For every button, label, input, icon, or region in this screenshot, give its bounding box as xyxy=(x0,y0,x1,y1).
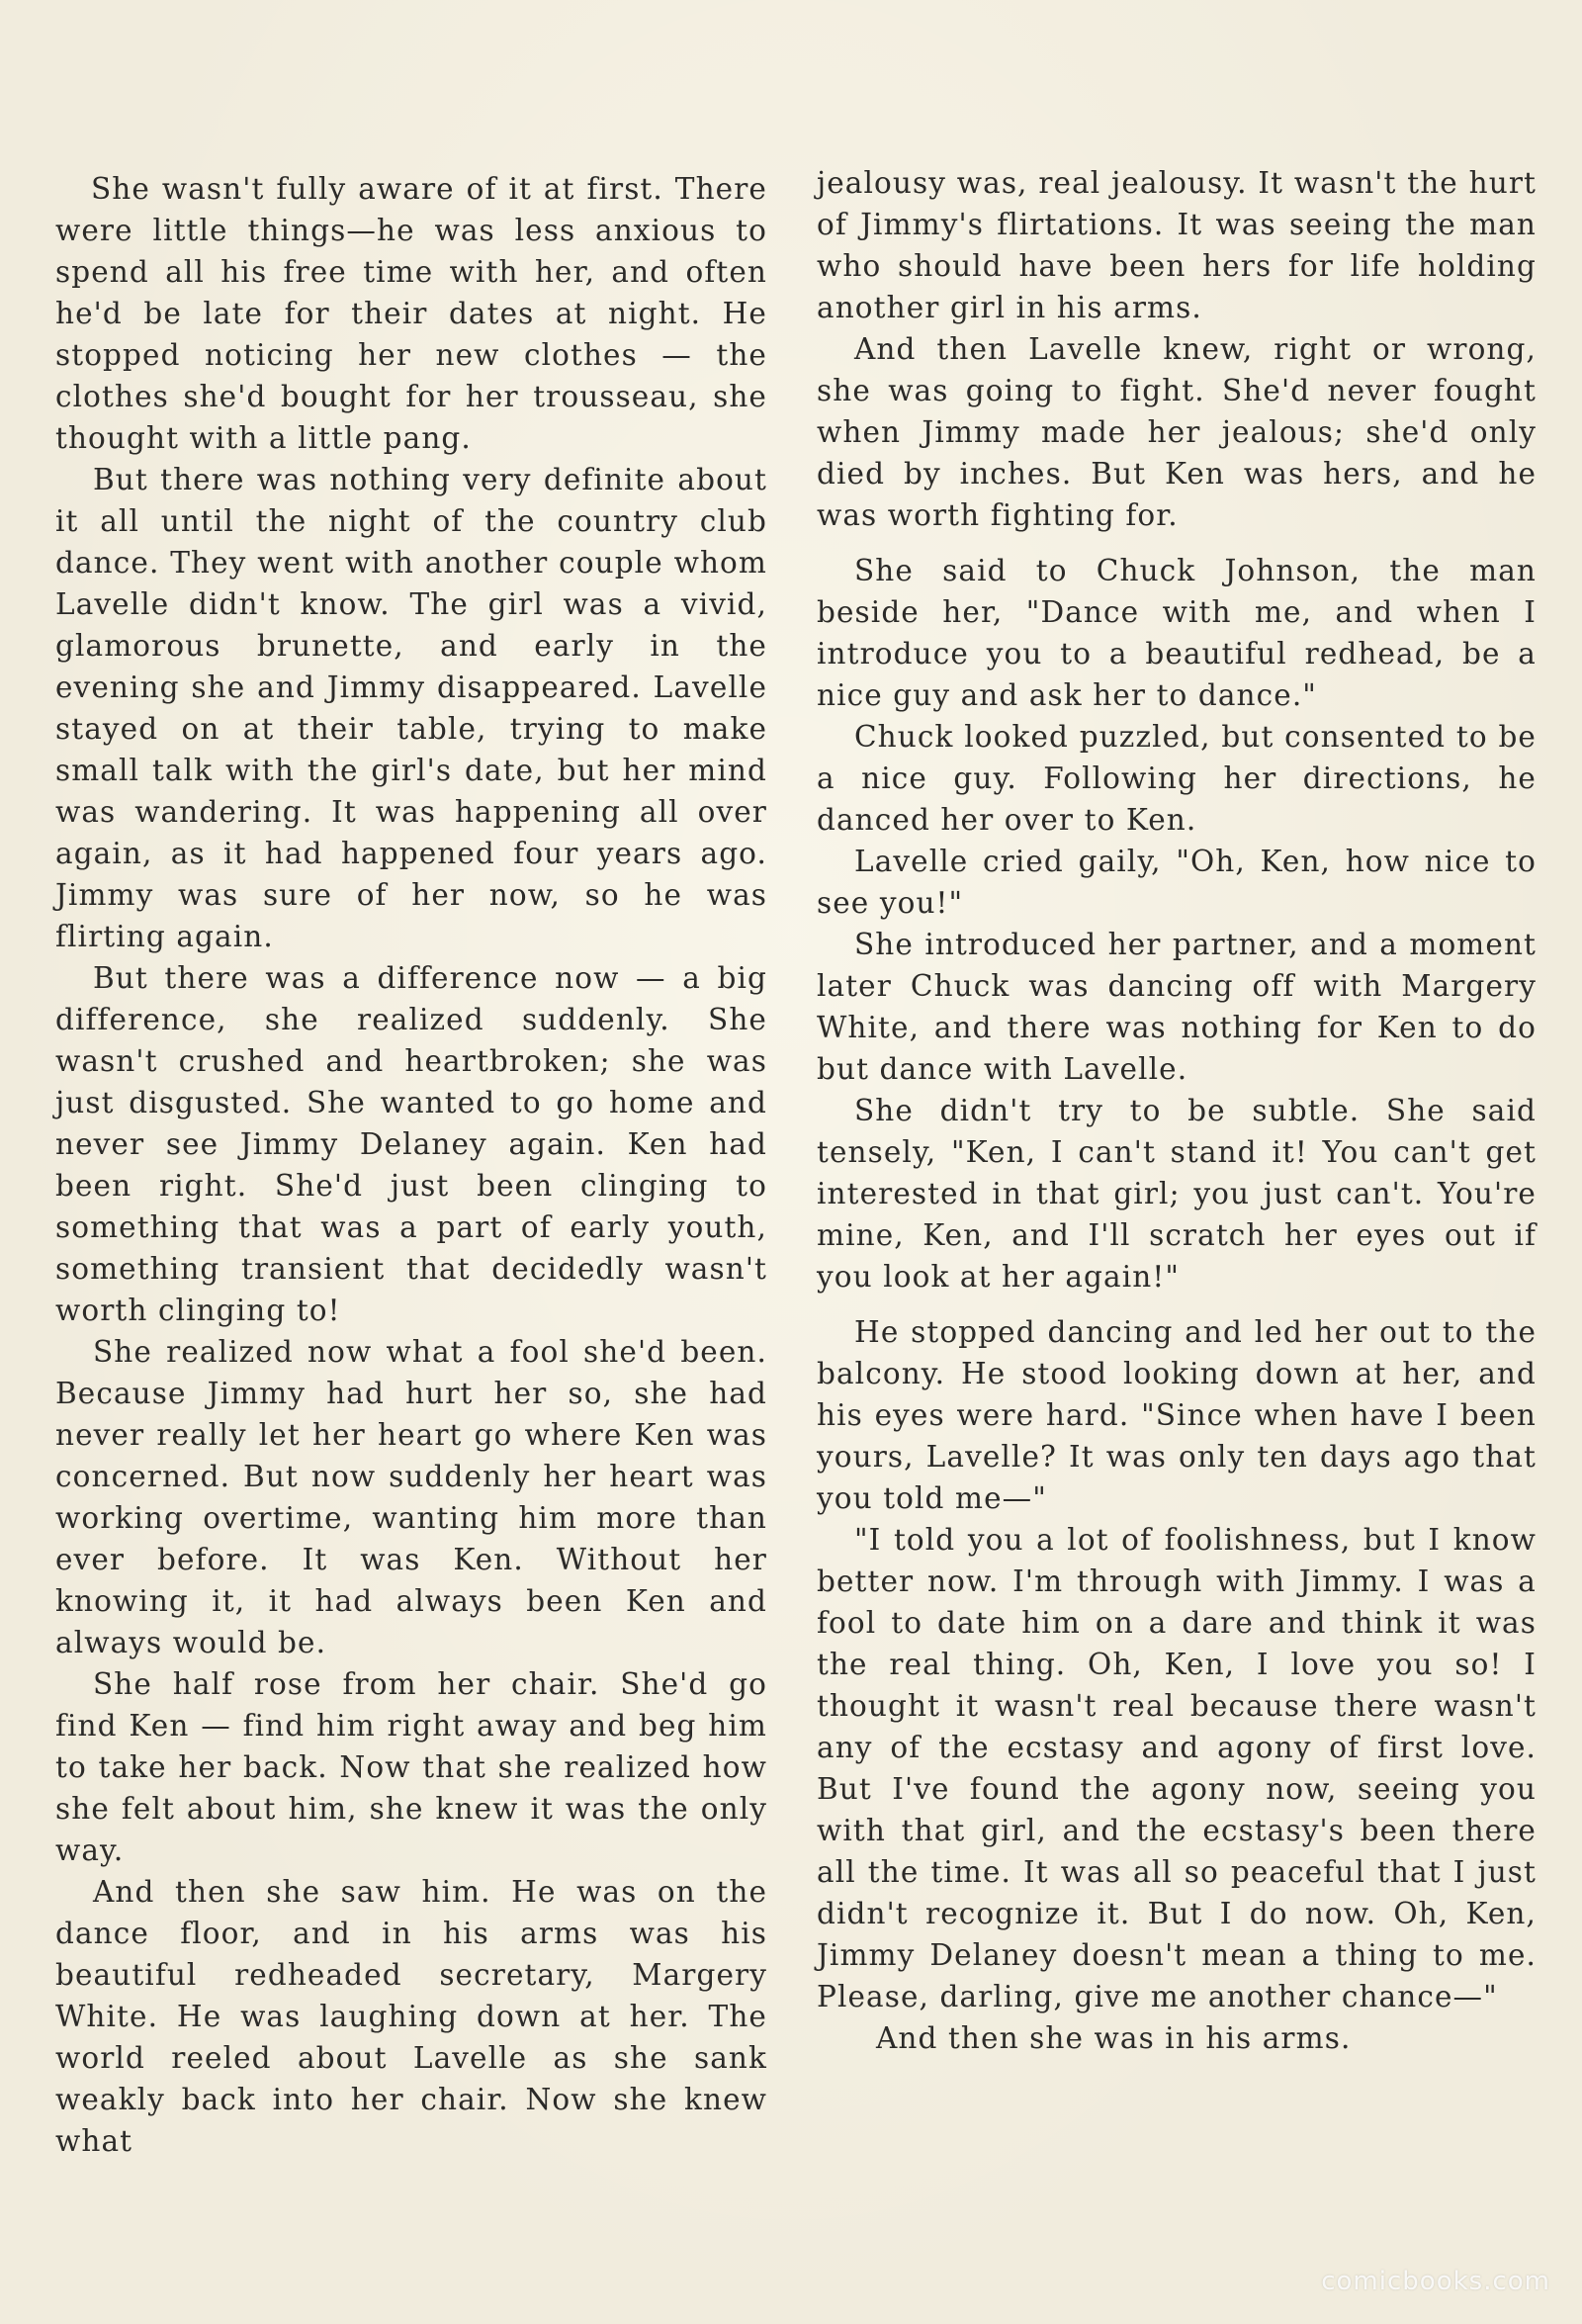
left-text-column xyxy=(55,168,767,2162)
paragraph: And then she saw him. He was on the dance floor, and in his arms was his beautiful redheaded secretary, Margery White. He was laughing down at her. The world reeled about Lavelle as she sank weakly back into her chair. Now she knew what xyxy=(55,1875,767,2158)
paragraph: She introduced her partner, and a moment later Chuck was dancing off with Margery White, and there was nothing for Ken to do but dance with Lavelle. xyxy=(817,928,1537,1086)
paragraph: Chuck looked puzzled, but consented to be a nice guy. Following her directions, he danced her over to Ken. xyxy=(817,720,1537,837)
paragraph: She didn't try to be subtle. She said tensely, "Ken, I can't stand it! You can't get interested in that girl; you just can't. You're mine, Ken, and I'll scratch her eyes out if you look at her again!" xyxy=(817,1094,1537,1294)
paragraph: "I told you a lot of foolishness, but I know better now. I'm through with Jimmy. I was a fool to date him on a dare and think it was the real thing. Oh, Ken, I love you so! I thought it wasn't real because there wasn't any of the ecstasy and agony of first love. But I've found the agony now, seeing you with that girl, and the ecstasy's been there all the time. It was all so peaceful that I just didn't recognize it. But I do now. Oh, Ken, Jimmy Delaney doesn't mean a thing to me. Please, darling, give me another chance—" xyxy=(817,1523,1537,2013)
paragraph: She wasn't fully aware of it at first. There were little things—he was less anxious to spend all his free time with her, and often he'd be late for their dates at night. He stopped noticing her new clothes — the clothes she'd bought for her trousseau, she thought with a little pang. xyxy=(55,172,767,455)
paragraph: She half rose from her chair. She'd go find Ken — find him right away and beg him to take her back. Now that she realized how she felt about him, she knew it was the only way. xyxy=(55,1667,767,1867)
paragraph: But there was nothing very definite about it all until the night of the country club dance. They went with another couple whom Lavelle didn't know. The girl was a vivid, glamorous brunette, and early in the evening she and Jimmy disappeared. Lavelle stayed on at their table, trying to make small talk with the girl's date, but her mind was wandering. It was happening all over again, as it had happened four years ago. Jimmy was sure of her now, so he was flirting again. xyxy=(55,463,767,953)
paragraph: jealousy was, real jealousy. It wasn't the hurt of Jimmy's flirtations. It was seeing the man who should have been hers for life holding another girl in his arms. xyxy=(817,166,1537,324)
paragraph: She realized now what a fool she'd been. Because Jimmy had hurt her so, she had never really let her heart go where Ken was concerned. But now suddenly her heart was working overtime, wanting him more than ever before. It was Ken. Without her knowing it, it had always been Ken and always would be. xyxy=(55,1335,767,1659)
paragraph: But there was a difference now — a big difference, she realized suddenly. She wasn't crushed and heartbroken; she was just disgusted. She wanted to go home and never see Jimmy Delaney again. Ken had been right. She'd just been clinging to something that was a part of early youth, something transient that decidedly wasn't worth clinging to! xyxy=(55,961,767,1327)
paragraph: Lavelle cried gaily, "Oh, Ken, how nice to see you!" xyxy=(817,845,1537,920)
site-watermark: comicbooks.com xyxy=(1321,2267,1550,2296)
paragraph: And then she was in his arms. xyxy=(876,2021,1352,2055)
paragraph: She said to Chuck Johnson, the man beside her, "Dance with me, and when I introduce you to a beautiful redhead, be a nice guy and ask her to dance." xyxy=(817,554,1537,712)
paragraph: He stopped dancing and led her out to the balcony. He stood looking down at her, and his eyes were hard. "Since when have I been yours, Lavelle? It was only ten days ago that you told me—" xyxy=(817,1315,1537,1515)
paragraph: And then Lavelle knew, right or wrong, she was going to fight. She'd never fought when Jimmy made her jealous; she'd only died by inches. But Ken was hers, and he was worth fighting for. xyxy=(817,332,1537,532)
right-text-column xyxy=(817,162,1537,2059)
